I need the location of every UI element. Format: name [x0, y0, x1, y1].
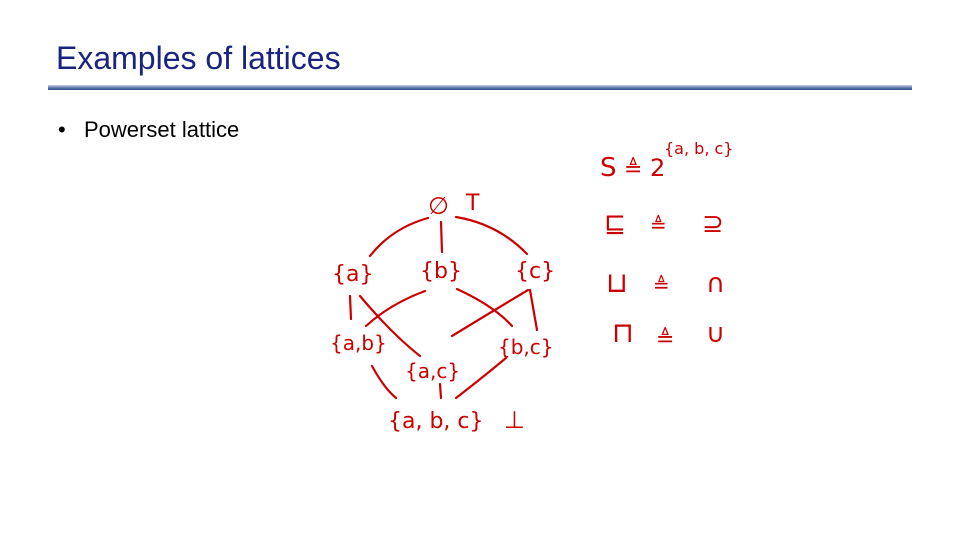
def-order-lhs: ⊑ — [604, 209, 626, 239]
edge-ab-abc — [372, 366, 396, 398]
def-join-lhs: ⊔ — [606, 266, 628, 299]
node-a: {a} — [332, 262, 374, 287]
def-order-defeq: ≜ — [650, 213, 667, 237]
def-set-exponent: {a, b, c} — [664, 139, 734, 158]
def-join-defeq: ≜ — [653, 273, 670, 297]
edge-top-a — [370, 218, 428, 256]
edge-top-b — [441, 222, 442, 252]
edge-c-bc — [530, 290, 537, 330]
edge-c-ac — [452, 290, 528, 336]
def-order-rhs: ⊇ — [702, 209, 724, 239]
def-meet-defeq: ≜ — [656, 327, 675, 352]
node-bottom: {a, b, c} — [388, 409, 484, 434]
bullet-marker: • — [58, 117, 66, 142]
node-bottom-symbol: ⊥ — [504, 406, 525, 434]
def-join-rhs: ∩ — [706, 269, 726, 299]
edge-a-ab — [350, 296, 351, 319]
edge-ac-abc — [440, 384, 441, 398]
def-meet-lhs: ⊓ — [612, 316, 634, 349]
node-c: {c} — [515, 259, 556, 284]
node-ac: {a,c} — [405, 359, 461, 383]
edge-top-c — [456, 217, 527, 254]
node-top: ∅ — [428, 192, 449, 220]
edge-b-bc — [457, 289, 512, 326]
node-ab: {a,b} — [330, 331, 387, 355]
edge-bc-abc — [456, 358, 506, 398]
node-top-symbol: T — [466, 191, 480, 216]
slide-title: Examples of lattices — [56, 40, 341, 76]
edge-b-ab — [366, 291, 425, 326]
node-bc: {b,c} — [498, 335, 554, 359]
node-b: {b} — [420, 259, 462, 284]
def-set-defeq: ≜ — [624, 157, 643, 182]
bullet-text: Powerset lattice — [84, 117, 240, 142]
def-set-rhs: 2 — [650, 154, 666, 182]
def-set-lhs: S — [600, 153, 617, 183]
def-meet-rhs: ∪ — [706, 319, 726, 349]
